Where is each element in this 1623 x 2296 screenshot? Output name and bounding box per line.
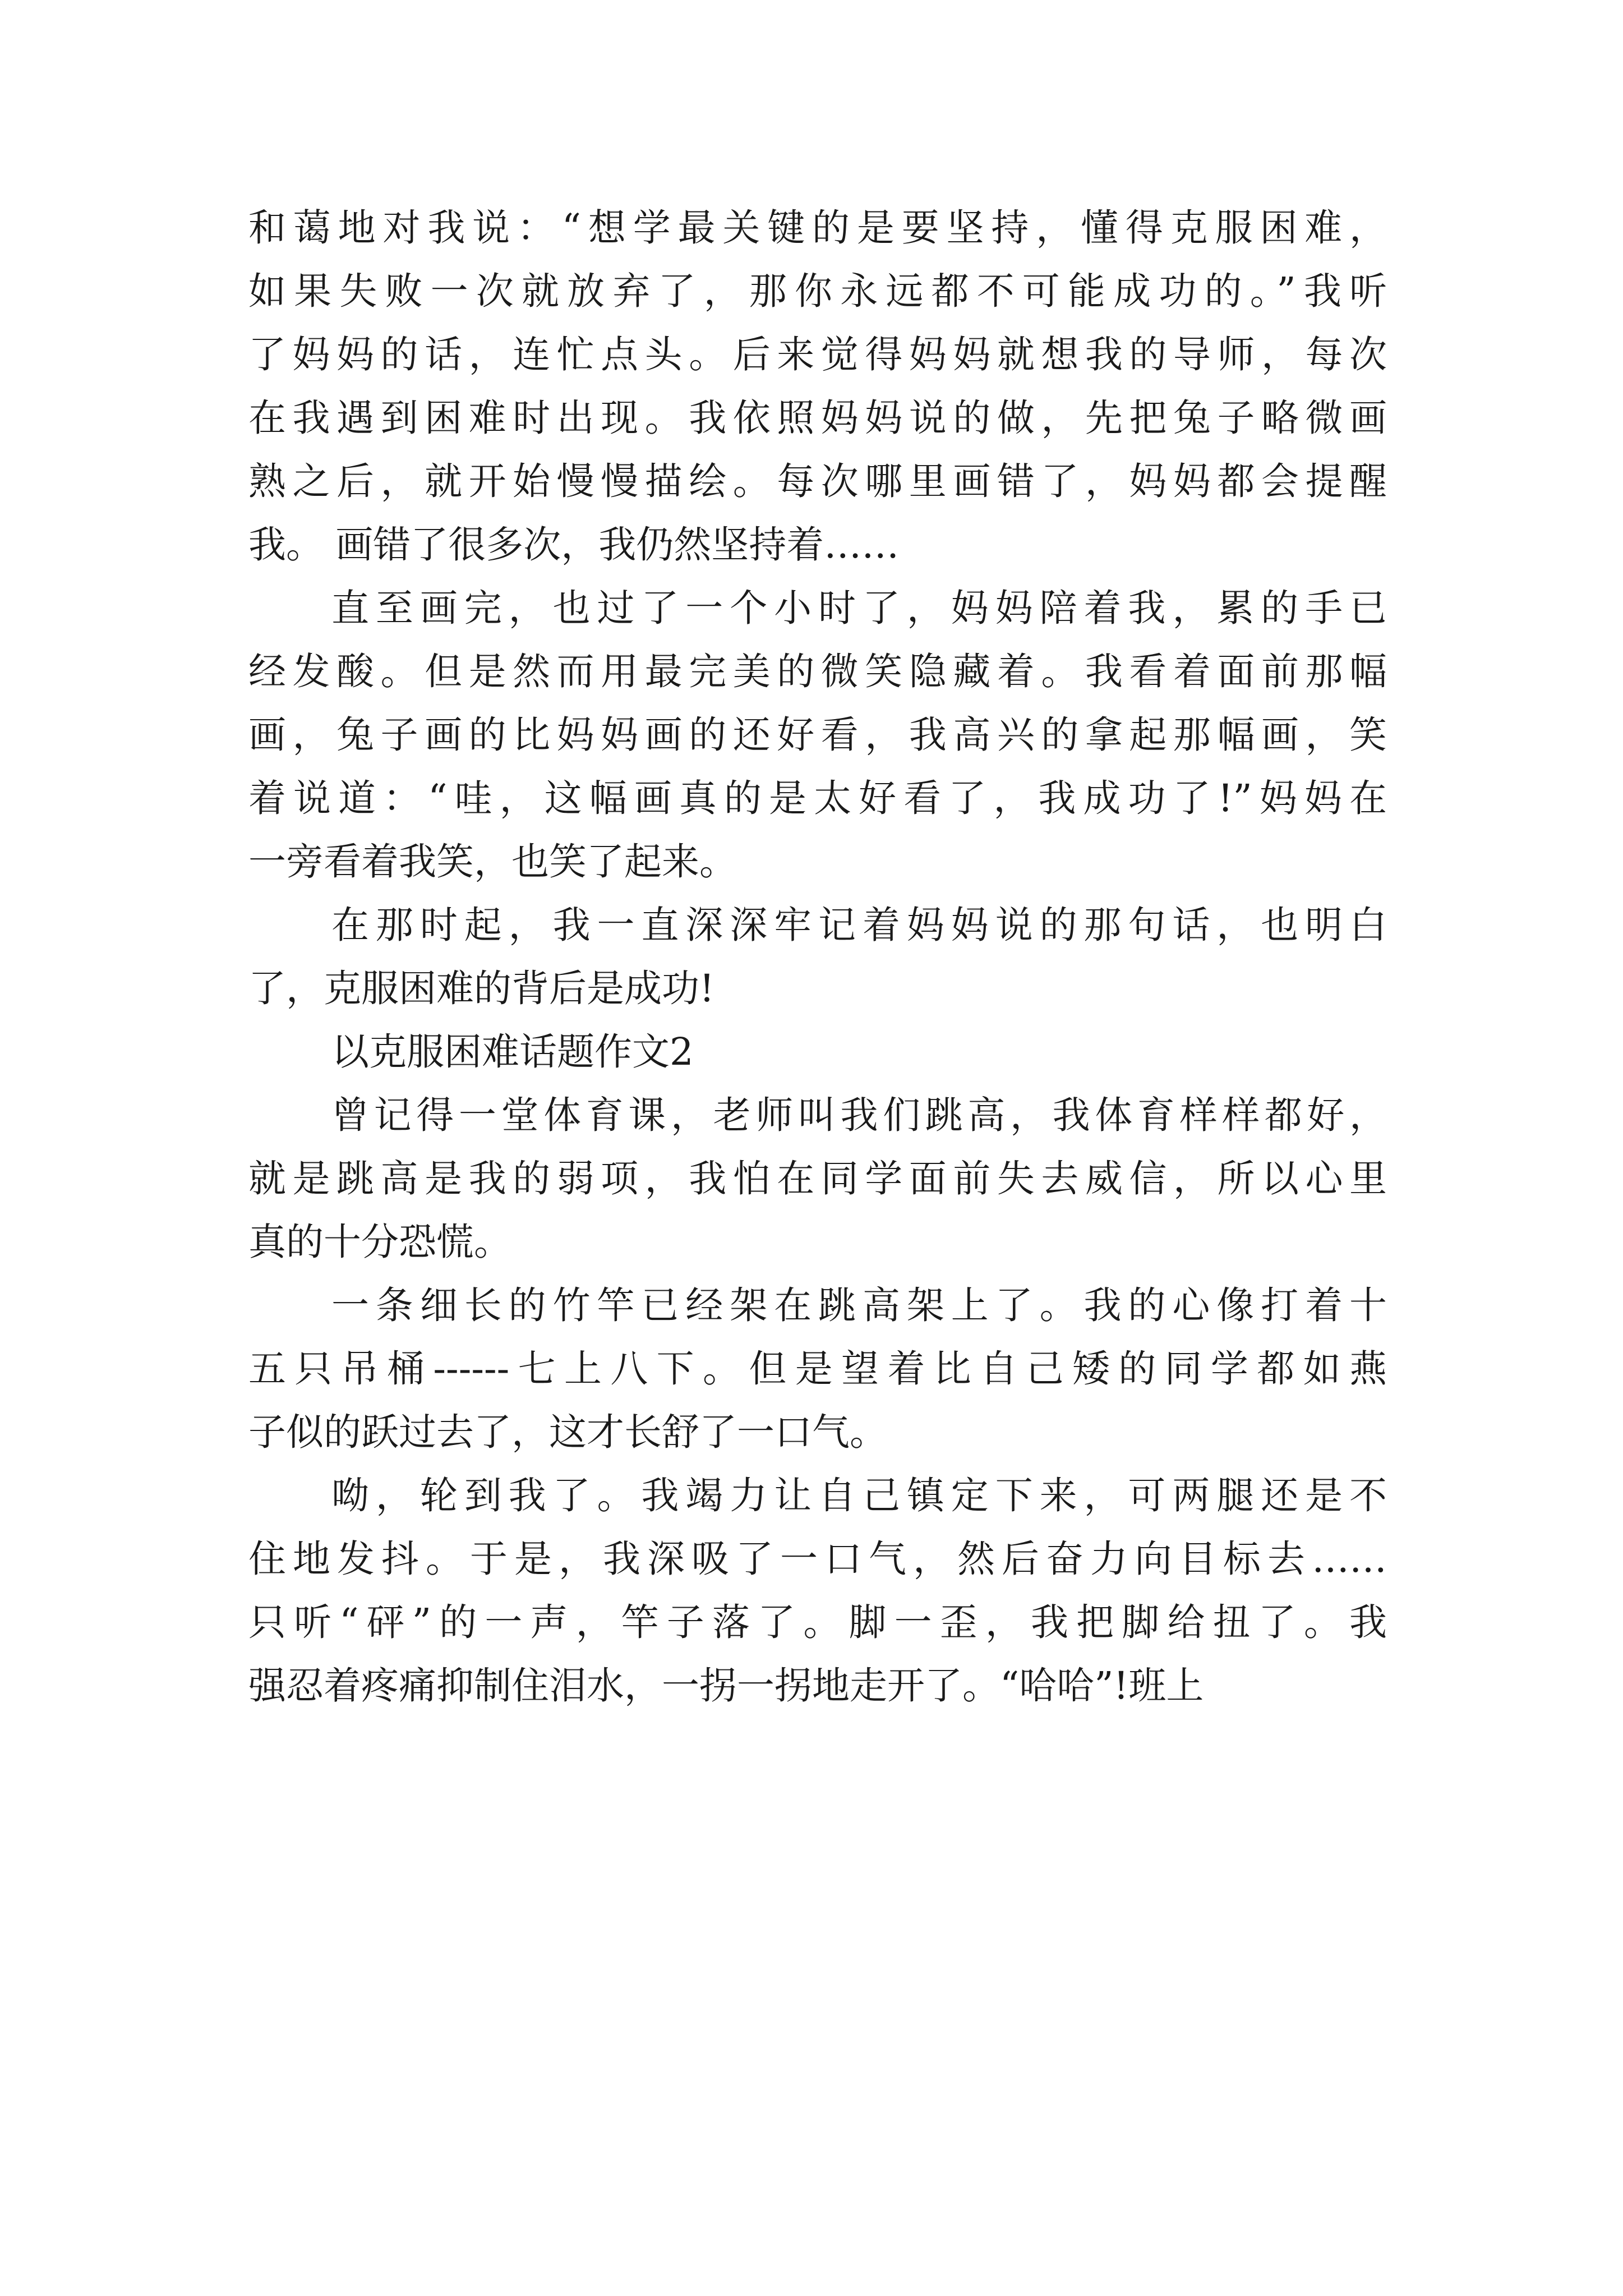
text-line: 着说道：“哇，这幅画真的是太好看了，我成功了!”妈妈在 — [248, 776, 1387, 820]
text-line: 画，兔子画的比妈妈画的还好看，我高兴的拿起那幅画，笑 — [248, 713, 1387, 757]
text-line: 呦，轮到我了。我竭力让自己镇定下来，可两腿还是不 — [331, 1474, 1387, 1517]
text-line: 了妈妈的话，连忙点头。后来觉得妈妈就想我的导师，每次 — [248, 333, 1387, 376]
text-line: 如果失败一次就放弃了，那你永远都不可能成功的。”我听 — [248, 269, 1387, 313]
text-line: 了，克服困难的背后是成功! — [248, 967, 714, 1010]
text-line: 一条细长的竹竿已经架在跳高架上了。我的心像打着十 — [331, 1283, 1387, 1327]
text-line: 在我遇到困难时出现。我依照妈妈说的做，先把兔子略微画 — [248, 396, 1387, 440]
text-line: 一旁看着我笑，也笑了起来。 — [248, 840, 737, 884]
text-line: 熟之后，就开始慢慢描绘。每次哪里画错了，妈妈都会提醒 — [248, 459, 1387, 503]
text-line: 经发酸。但是然而用最完美的微笑隐藏着。我看着面前那幅 — [248, 650, 1387, 693]
text-line: 五只吊桶------七上八下。但是望着比自己矮的同学都如燕 — [248, 1347, 1387, 1391]
text-line: 直至画完，也过了一个小时了，妈妈陪着我，累的手已 — [331, 586, 1387, 630]
paragraph — [248, 1020, 1387, 1084]
paragraph — [248, 1084, 1387, 1274]
text-line: 真的十分恐慌。 — [248, 1220, 511, 1264]
text-line: 曾记得一堂体育课，老师叫我们跳高，我体育样样都好， — [331, 1093, 1387, 1137]
document-body — [248, 196, 1387, 1718]
text-line: 以克服困难话题作文2 — [331, 1030, 694, 1074]
text-line: 和蔼地对我说：“想学最关键的是要坚持，懂得克服困难， — [248, 206, 1387, 250]
text-line: 强忍着疼痛抑制住泪水，一拐一拐地走开了。“哈哈”!班上 — [248, 1664, 1204, 1708]
paragraph — [248, 1464, 1387, 1718]
text-line: 就是跳高是我的弱项，我怕在同学面前失去威信，所以心里 — [248, 1157, 1387, 1200]
paragraph — [248, 894, 1387, 1020]
text-line: 我。 画错了很多次，我仍然坚持着…… — [248, 523, 900, 567]
text-line: 子似的跃过去了，这才长舒了一口气。 — [248, 1410, 887, 1454]
text-line: 住地发抖。于是，我深吸了一口气，然后奋力向目标去…… — [248, 1537, 1387, 1581]
paragraph — [248, 1274, 1387, 1464]
text-line: 只听“砰”的一声，竿子落了。脚一歪，我把脚给扭了。我 — [248, 1600, 1387, 1644]
paragraph — [248, 577, 1387, 894]
paragraph — [248, 196, 1387, 577]
text-line: 在那时起，我一直深深牢记着妈妈说的那句话，也明白 — [331, 903, 1387, 947]
